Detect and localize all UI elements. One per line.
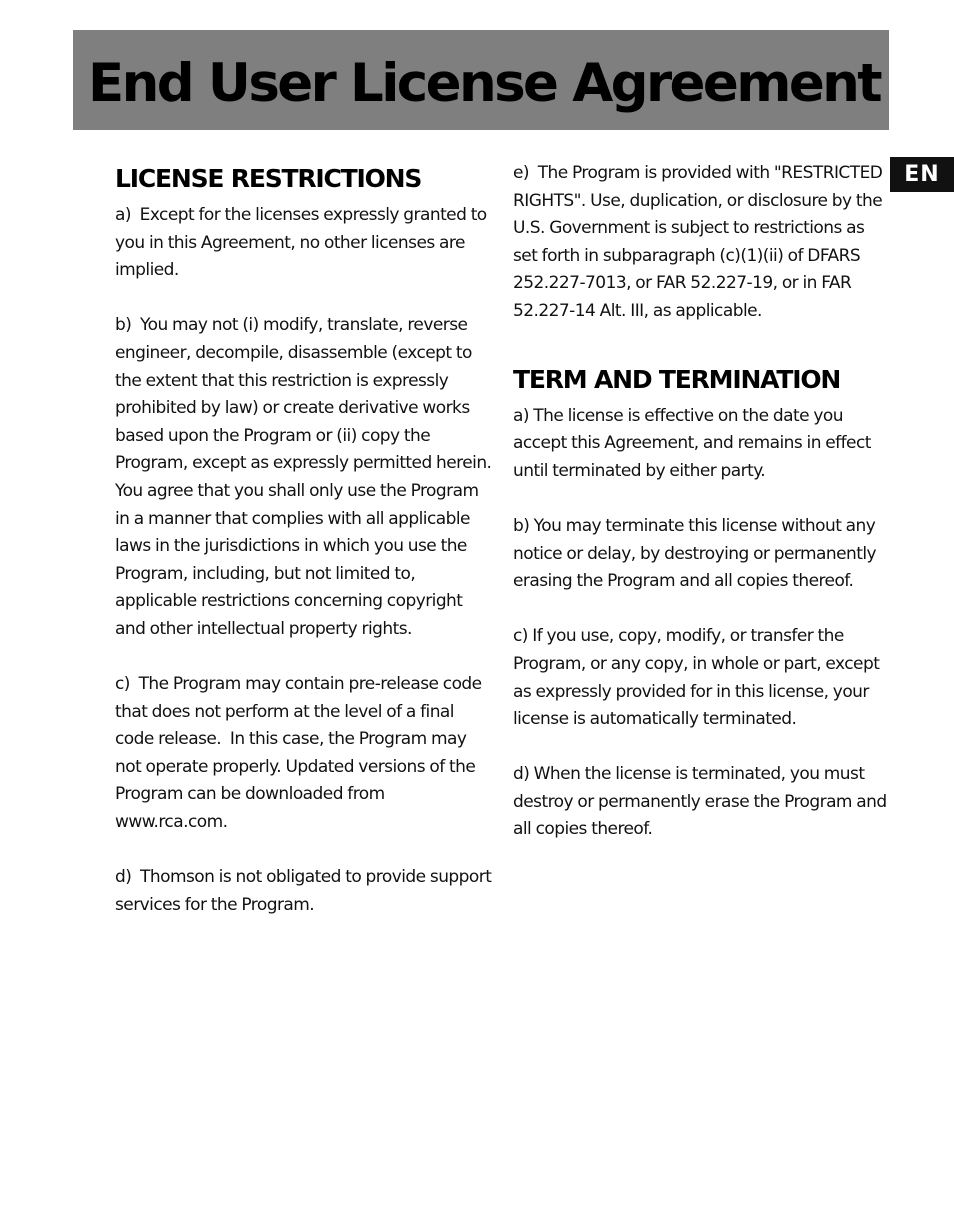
paragraph-gap xyxy=(115,644,495,672)
paragraph-gap xyxy=(513,485,889,513)
paragraph-gap xyxy=(513,734,889,762)
paragraph-gap xyxy=(115,285,495,313)
termination-c: c) If you use, copy, modify, or transfer the Program, or any copy, in whole or part, except as expressly provided for in this license, your license is automatically terminated. xyxy=(513,626,884,730)
paragraph-gap xyxy=(115,837,495,865)
title-band xyxy=(73,30,889,130)
restriction-d: d) Thomson is not obligated to provide support services for the Program. xyxy=(115,867,496,915)
right-column xyxy=(513,160,889,844)
restriction-b: b) You may not (i) modify, translate, reverse engineer, decompile, disassemble (except to the extent that this restriction is expressly prohibited by law) or create derivative works based upon the Program or (ii) copy the Program, except as expressly permitted herein. You agree that you shall only use the Program in a manner that complies with all applicable laws in the jurisdictions in which you use the Program, including, but not limited to, applicable restrictions concerning copyright and other intellectual property rights. xyxy=(115,315,501,639)
paragraph-gap xyxy=(513,596,889,624)
termination-a: a) The license is effective on the date you accept this Agreement, and remains in effect until terminated by either party. xyxy=(513,405,876,481)
term-and-termination-heading: TERM AND TERMINATION xyxy=(513,364,841,394)
restriction-e: e) The Program is provided with "RESTRICTED RIGHTS". Use, duplication, or disclosure by the U.S. Government is subject to restrictions as set forth in subparagraph (c)(1)(ii) of DFARS 252.227-7013, or FAR 52.227-19, or in FAR 52.227-14 Alt. III, as applicable. xyxy=(513,163,887,321)
left-column xyxy=(115,160,501,919)
license-restrictions-heading: LICENSE RESTRICTIONS xyxy=(115,164,422,193)
restriction-c: c) The Program may contain pre-release code that does not perform at the level of a final code release. In this case, the Program may not operate properly. Updated versions of the Program can be downloaded from www.rca.com. xyxy=(115,674,486,833)
page-title: End User License Agreement xyxy=(88,53,881,114)
termination-b: b) You may terminate this license without any notice or delay, by destroying or permanently erasing the Program and all copies thereof. xyxy=(513,515,881,592)
restriction-a: a) Except for the licenses expressly granted to you in this Agreement, no other licenses are implied. xyxy=(115,205,492,281)
termination-d: d) When the license is terminated, you must destroy or permanently erase the Program and all copies thereof. xyxy=(513,764,891,840)
language-tab: EN xyxy=(890,157,954,192)
